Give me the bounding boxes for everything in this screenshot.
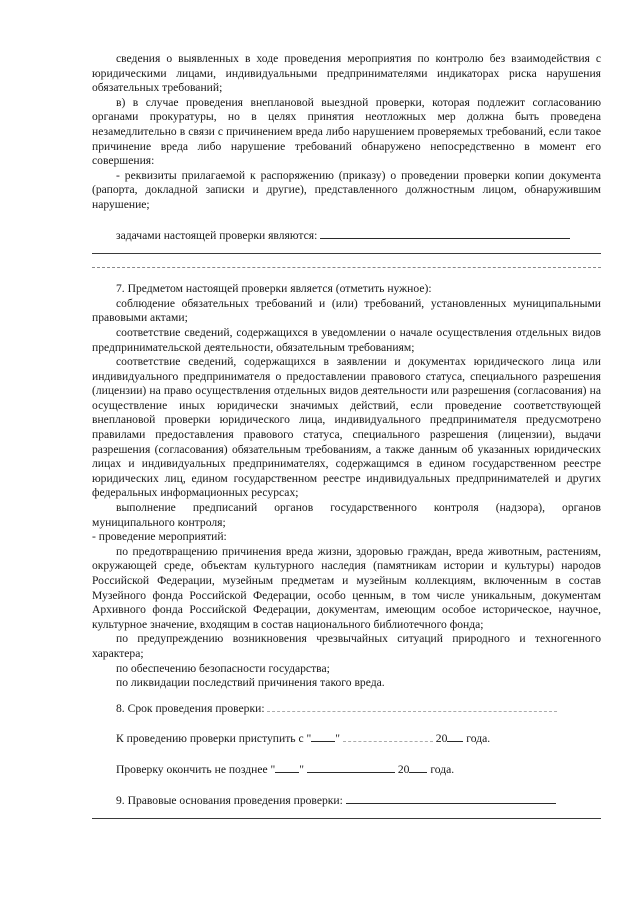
start-day-field[interactable] bbox=[311, 730, 335, 742]
paragraph-state-security: по обеспечению безопасности государства; bbox=[116, 661, 330, 675]
end-year-prefix: 20 bbox=[397, 762, 410, 776]
paragraph-harm-liquidation: по ликвидации последствий причинения такого вреда. bbox=[116, 676, 385, 690]
blank-line-1 bbox=[92, 253, 601, 254]
paragraph-orders-execution: выполнение предписаний органов государственного контроля (надзора), органов муниципального контроля; bbox=[92, 501, 601, 529]
start-date-suffix: года. bbox=[466, 732, 491, 746]
inspection-tasks-label: задачами настоящей проверки являются: bbox=[116, 228, 318, 242]
paragraph-unscheduled-inspection: в) в случае проведения внеплановой выездной проверки, которая подлежит согласованию органами прокуратуры, но в целях принятия неотложных мер должна быть проведена незамедлительно в связи с причинением вреда либо нарушением проверяемых требований, если такое причинение вреда либо нарушение требований обнаружено непосредственно в момент его совершения: bbox=[92, 95, 601, 168]
end-day-field[interactable] bbox=[275, 761, 299, 773]
end-date-prefix: Проверку окончить не позднее " bbox=[116, 762, 276, 776]
paragraph-compliance: соблюдение обязательных требований и (или) требований, установленных муниципальными правовыми актами; bbox=[92, 296, 601, 325]
inspection-tasks-field[interactable] bbox=[320, 227, 570, 239]
paragraph-harm-prevention: по предотвращению причинения вреда жизни, здоровью граждан, вреда животным, растениям, окружающей среде, объектам культурного наследия (памятникам истории и культуры) народов Российской Федерации, музейным предметам и музейным коллекциям, включенным в состав Музейного фонда Российской Федерации, особо ценным, в том числе уникальным, документам Архивного фонда Российской Федерации, документам, имеющим особое историческое, научное, культурное значение, входящим в состав национального библиотечного фонда; bbox=[92, 544, 601, 631]
paragraph-risk-indicators: сведения о выявленных в ходе проведения мероприятия по контролю без взаимодействия с юридическими лицами, индивидуальными предпринимателями индикаторах риска нарушения обязательных требований; bbox=[92, 52, 601, 95]
paragraph-document-details: - реквизиты прилагаемой к распоряжению (приказу) о проведении проверки копии документа (рапорта, докладной записки и другие), представленного должностным лицом, обнаружившим нарушение; bbox=[92, 168, 601, 211]
inspection-term-field[interactable] bbox=[267, 700, 557, 712]
paragraph-subject-heading: 7. Предметом настоящей проверки является (отметить нужное): bbox=[116, 282, 432, 296]
paragraph-measures: - проведение мероприятий: bbox=[92, 530, 227, 544]
paragraph-application-compliance: соответствие сведений, содержащихся в заявлении и документах юридического лица или индивидуального предпринимателя о предоставлении правового статуса, специального разрешения (лицензии) на право осуществления отдельных видов деятельности или разрешения (согласования) на осуществление иных юридически значимых действий, если проведение соответствующей внеплановой проверки юридического лица, индивидуального предпринимателя предусмотрено правилами предоставления правового статуса, специального разрешения (лицензии), выдачи разрешения (согласования) обязательным требованиям, а также данным об указанных юридических лицах и индивидуальных предпринимателях, содержащимся в едином государственном реестре юридических лиц, едином государственном реестре индивидуальных предпринимателей и других федеральных информационных ресурсах; bbox=[92, 355, 601, 500]
end-date-quote: " bbox=[299, 762, 304, 776]
start-month-field[interactable] bbox=[343, 730, 433, 742]
inspection-term-label: 8. Срок проведения проверки: bbox=[116, 701, 265, 715]
blank-line-3 bbox=[92, 818, 601, 819]
end-month-field[interactable] bbox=[307, 761, 395, 773]
legal-basis-label: 9. Правовые основания проведения проверки: bbox=[116, 793, 343, 807]
end-date-line bbox=[92, 761, 601, 778]
end-year-field[interactable] bbox=[409, 761, 427, 773]
legal-basis-line bbox=[92, 792, 601, 809]
blank-line-2 bbox=[92, 267, 601, 268]
document-body bbox=[92, 52, 601, 819]
end-date-suffix: года. bbox=[430, 762, 455, 776]
start-date-quote: " bbox=[335, 732, 340, 746]
start-year-prefix: 20 bbox=[435, 732, 448, 746]
start-date-line bbox=[92, 730, 601, 747]
paragraph-notification-compliance: соответствие сведений, содержащихся в уведомлении о начале осуществления отдельных видов предпринимательской деятельности, обязательным требованиям; bbox=[92, 325, 601, 354]
start-year-field[interactable] bbox=[447, 730, 463, 742]
legal-basis-field[interactable] bbox=[346, 792, 556, 804]
inspection-term-line bbox=[92, 700, 601, 717]
paragraph-emergency-prevention: по предупреждению возникновения чрезвычайных ситуаций природного и техногенного характера; bbox=[92, 632, 601, 660]
start-date-prefix: К проведению проверки приступить с " bbox=[116, 732, 312, 746]
inspection-tasks-line bbox=[92, 227, 601, 244]
